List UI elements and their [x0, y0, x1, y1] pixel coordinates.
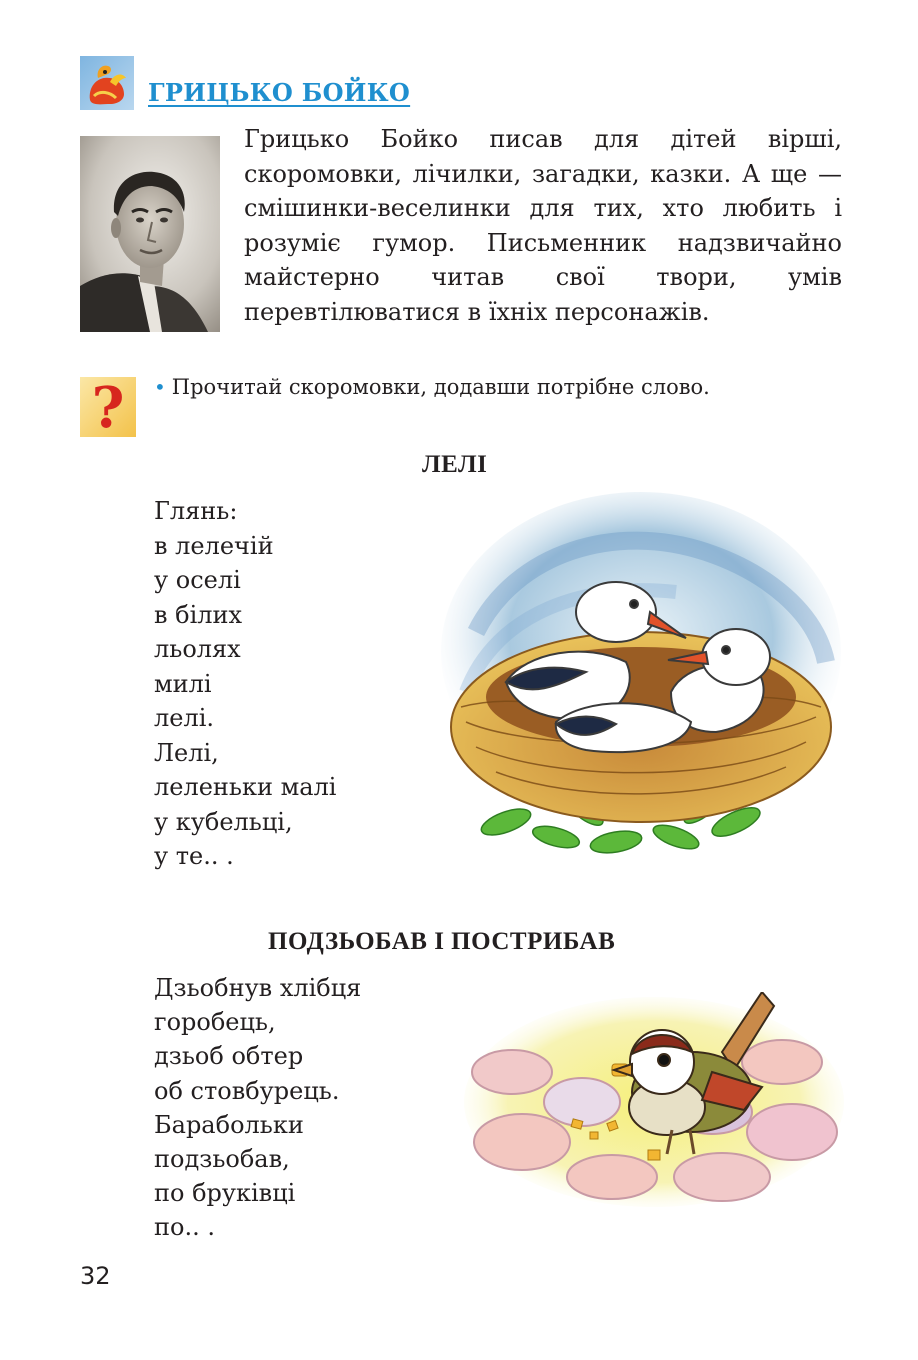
- poem-line: по.. .: [154, 1213, 215, 1242]
- poem-line: Барабольки: [154, 1110, 304, 1139]
- poem-line: Лелі,: [154, 738, 219, 767]
- poem-line: лелі.: [154, 704, 214, 732]
- poem-line: дзьоб обтер: [154, 1042, 304, 1071]
- author-bio: Грицько Бойко писав для дітей вірші, скоромовки, лічилки, загадки, казки. А ще — смішинки-веселинки для тих, хто любить і розуміє гумор. Письменник надзвичайно майстерно читав свої твори, умів перевтілюватися в їхніх персонажів.: [244, 125, 842, 326]
- storks-in-nest-illustration: [436, 492, 841, 874]
- poem-line: по бруківці: [154, 1179, 296, 1208]
- author-portrait: [80, 136, 220, 332]
- poem-lines: [154, 494, 336, 874]
- task-text: Прочитай скоромовки, додавши потрібне слово.: [171, 375, 710, 399]
- poem-title: ЛЕЛІ: [422, 451, 488, 478]
- poem-line: Дзьобнув хлібця: [154, 974, 362, 1002]
- poem-line: в лелечій: [154, 531, 274, 560]
- poem-line: в білих: [154, 600, 243, 629]
- task-instruction: [154, 375, 710, 399]
- question-mark-icon: [80, 377, 136, 437]
- poem-line: подзьобав,: [154, 1144, 290, 1173]
- poem-line: Глянь:: [154, 497, 238, 525]
- poem-line: горобець,: [154, 1008, 276, 1037]
- poem-title: ПОДЗЬОБАВ І ПОСТРИБАВ: [268, 928, 616, 955]
- poem-line: леленьки малі: [154, 773, 337, 801]
- poem-line: об стовбурець.: [154, 1076, 340, 1105]
- rooster-icon: [80, 56, 134, 110]
- poem-line: у те.. .: [154, 842, 234, 870]
- page-number: 32: [80, 1262, 111, 1290]
- task-bullet: •: [154, 375, 166, 399]
- poem-line: милі: [154, 669, 212, 698]
- poem-line: у оселі: [154, 566, 241, 594]
- poem-line: льолях: [154, 635, 241, 663]
- poem-line: у кубельці,: [154, 807, 293, 836]
- sparrow-on-cobblestones-illustration: [462, 992, 846, 1208]
- poem-lines: [154, 971, 361, 1245]
- author-title: ГРИЦЬКО БОЙКО: [148, 78, 411, 107]
- svg-text:?: ?: [91, 377, 125, 437]
